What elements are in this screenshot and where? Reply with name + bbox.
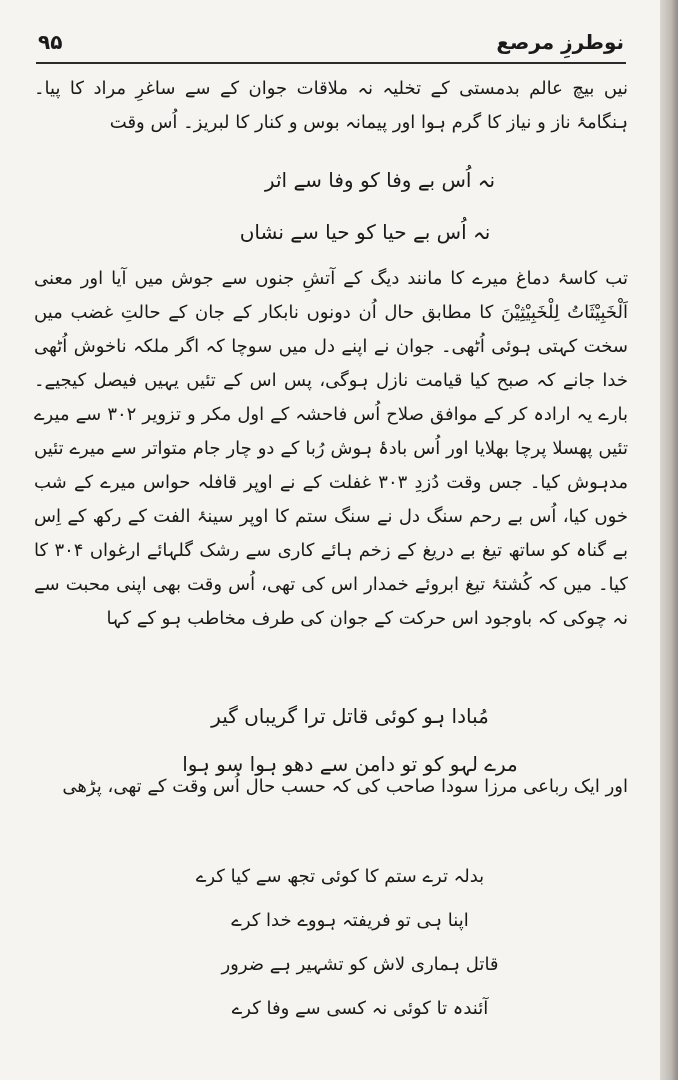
- paragraph-2: تب کاسۂ دماغ میرے کا مانند دیگ کے آتشِ جنوں سے جوش میں آیا اور معنی اَلْخَبِیْثَاتُ لِلْخَبِیْثِیْنَ کا مطابق حال اُن دونوں نابکار کے جان کے حالتِ غضب میں سخت کہتی ہوئی اُٹھی۔ جوان نے اپنے دل میں سوچا کہ اگر ملکہ ناخوش اُٹھی خدا جانے کہ صبح کیا قیامت نازل ہوگی، پس اس کے تئیں یہیں فیصل کیجیے۔ بارے یہ ارادہ کر کے موافق صلاح اُس فاحشہ کے اول مکر و تزویر ۳۰۲ سے میرے تئیں پھسلا پرچا بھلایا اور اُس بادۂ ہوش رُبا کے دو چار جام متواتر سے میرے تئیں مدہوش کیا۔ جس وقت دُزدِ ۳۰۳ غفلت کے نے اوپر قافلہ حواس میرے کے شب خوں کیا، اُس بے رحم سنگ دل نے سنگ ستم کا اوپر سینۂ الفت کے رکھ کے اِس بے گناہ کو ساتھ تیغ بے دریغ کے زخم ہائے کاری سے رشک گلہائے ارغواں ۳۰۴ کا کیا۔ میں کہ کُشتۂ تیغ ابروئے خمدار اس کی تھی، اُس وقت بھی اپنی محبت سے نہ چوکی کہ باوجود اس حرکت کے جوان کی طرف مخاطب ہو کے کہا: [34, 268, 629, 629]
- paragraph-1: نیں بیچ عالم بدمستی کے تخلیہ نہ ملاقات جوان کے سے ساغرِ مراد کا پیا۔ ہنگامۂ ناز و نیاز کا گرم ہوا اور پیمانہ بوس و کنار کا لبریز۔ اُس وقت: [34, 78, 628, 133]
- page-number: ۹۵: [38, 30, 63, 54]
- book-binding-edge: [660, 0, 678, 1080]
- rubai-line-1: بدلہ ترے ستم کا کوئی تجھ سے کیا کرے: [195, 866, 485, 887]
- couplet-1-line-1: نہ اُس بے وفا کو وفا سے اثر: [264, 168, 496, 192]
- couplet-2-line-1: مُبادا ہو کوئی قاتل ترا گریباں گیر: [211, 704, 489, 728]
- rubai-line-2: اپنا ہی تو فریفتہ ہووے خدا کرے: [231, 910, 469, 931]
- paragraph-3: اور ایک رباعی مرزا سودا صاحب کی کہ حسب حال اُس وقت کے تھی، پڑھی: [62, 776, 628, 797]
- rubai-line-3: قاتل ہماری لاش کو تشہیر ہے ضرور: [221, 954, 499, 975]
- page-header: [36, 30, 626, 64]
- rubai-line-4: آئندہ تا کوئی نہ کسی سے وفا کرے: [231, 998, 489, 1019]
- couplet-2-line-2: مرے لہو کو تو دامن سے دھو ہوا سو ہوا: [182, 752, 518, 776]
- couplet-1-line-2: نہ اُس بے حیا کو حیا سے نشاں: [239, 220, 491, 244]
- running-title: نوطرزِ مرصع: [496, 30, 624, 54]
